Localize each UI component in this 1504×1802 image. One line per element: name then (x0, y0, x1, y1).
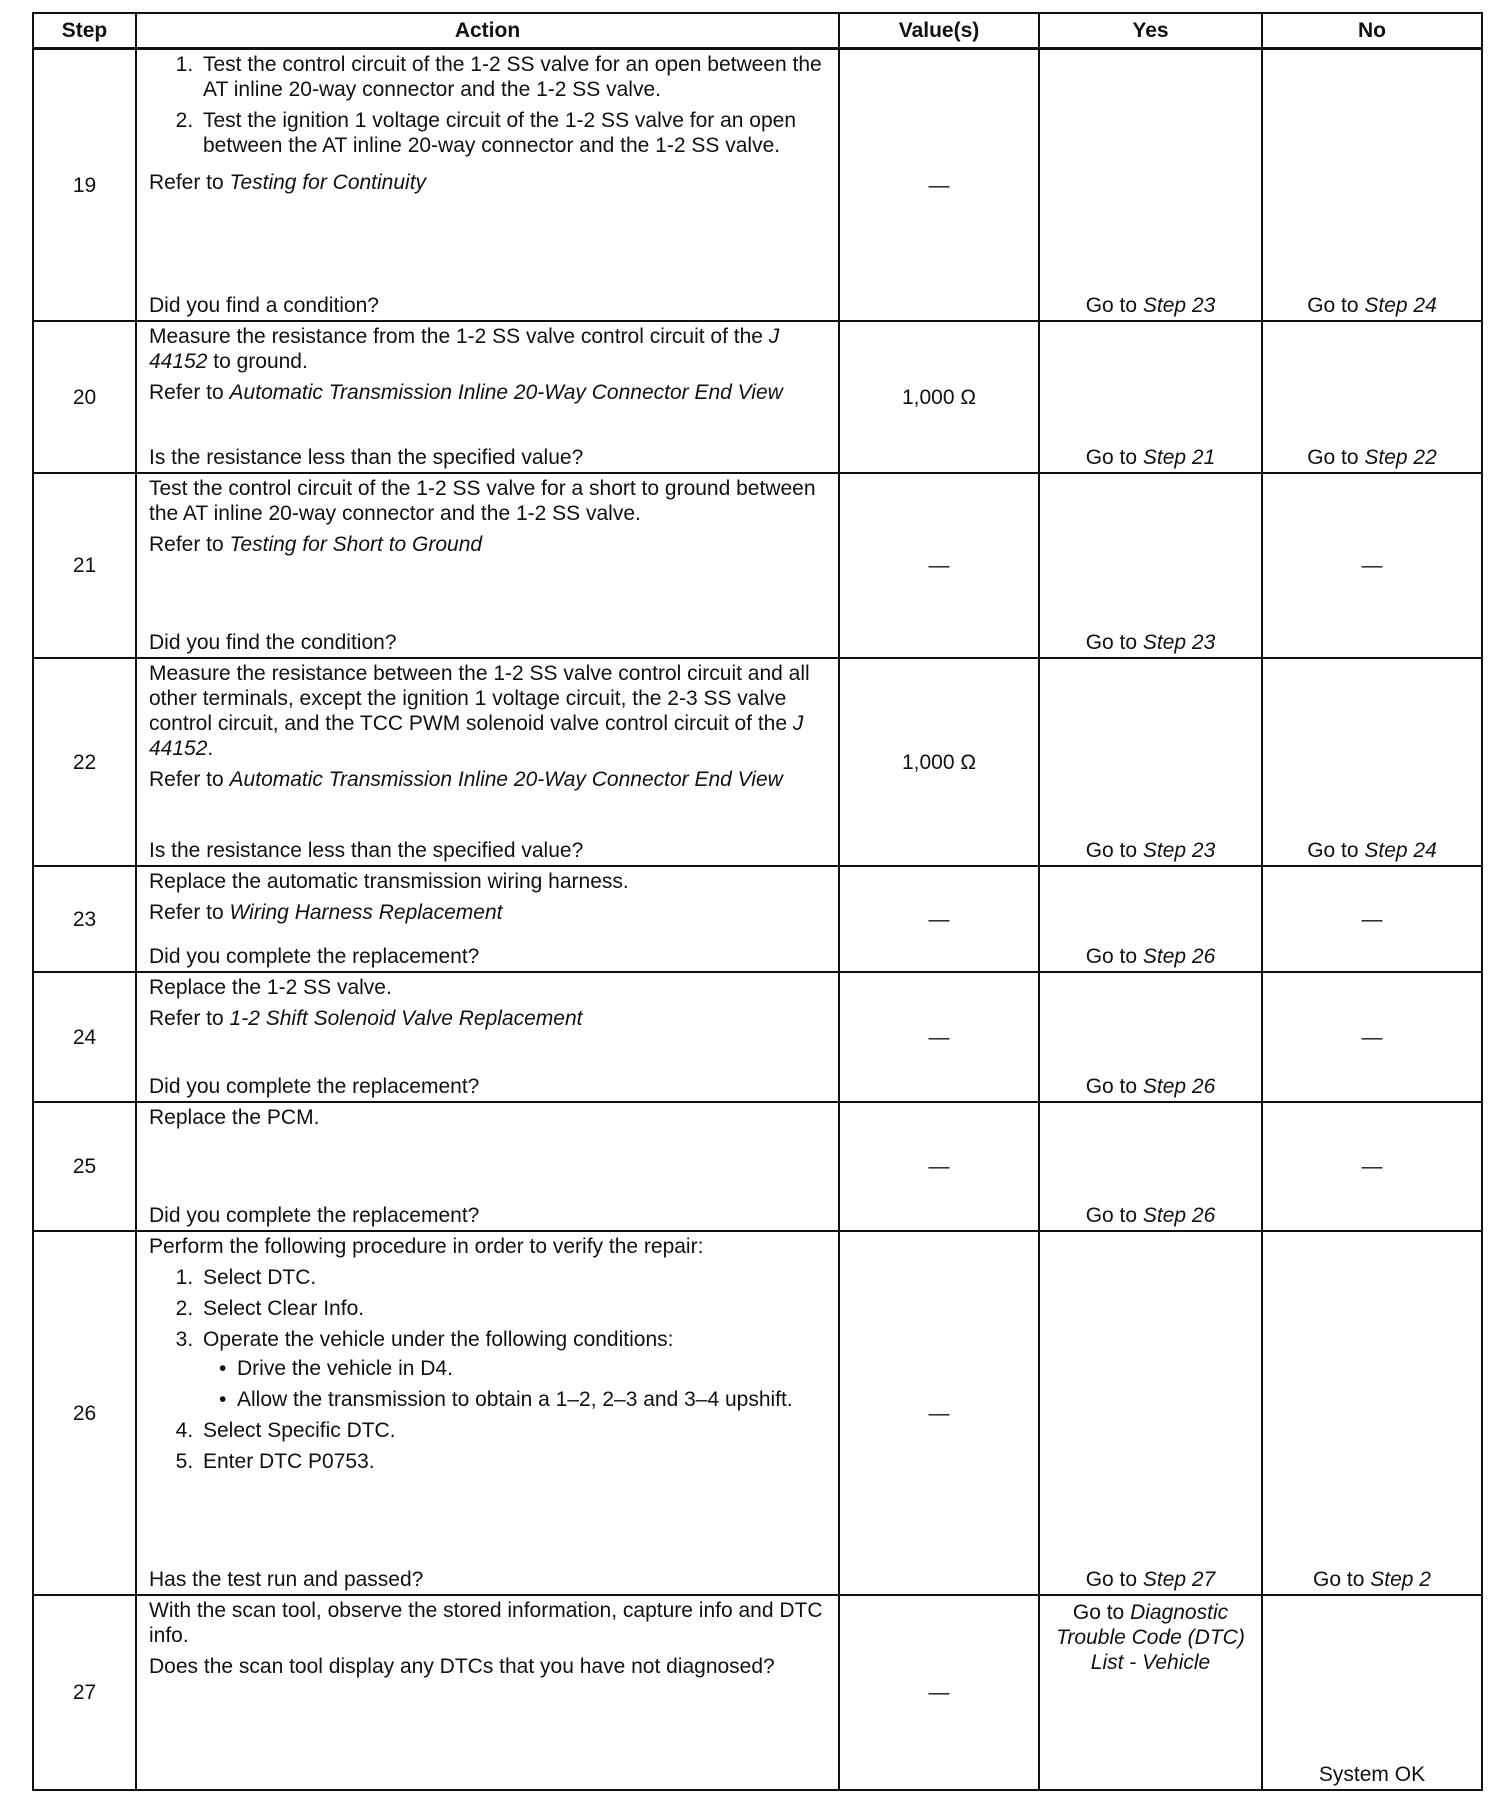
action-text: Replace the PCM. (149, 1106, 320, 1129)
action-text: . (207, 737, 214, 760)
bullet-item: • Drive the vehicle in D4. (233, 1356, 828, 1381)
action-cell (136, 49, 839, 322)
action-content (137, 1103, 838, 1230)
value-cell: — (839, 972, 1039, 1102)
action-text: Refer to (149, 171, 230, 194)
yes-text: Go to (1072, 1601, 1131, 1624)
no-link[interactable]: Step 22 (1364, 446, 1437, 469)
action-text: Did you find the condition? (149, 631, 397, 654)
no-cell (1262, 321, 1482, 473)
value-cell: — (839, 1102, 1039, 1231)
question (149, 838, 828, 863)
header-step: Step (33, 13, 136, 49)
question (149, 445, 828, 470)
action-text: Refer to (149, 768, 230, 791)
action-text: Is the resistance less than the specified value? (149, 446, 584, 469)
yes-text: Go to (1085, 839, 1143, 862)
no-cell (1262, 658, 1482, 866)
no-text: — (1361, 1025, 1383, 1049)
list-item: 1. Test the control circuit of the 1-2 SS valve for an open between the AT inline 20-way connector and the 1-2 SS valve. (199, 52, 828, 102)
action-link[interactable]: Testing for Continuity (229, 171, 427, 194)
action-text: Refer to (149, 901, 230, 924)
step-number: 20 (33, 321, 136, 473)
instruction (149, 661, 828, 761)
step-number: 27 (33, 1595, 136, 1790)
bullet-item: • Allow the transmission to obtain a 1–2, 2–3 and 3–4 upshift. (233, 1387, 828, 1412)
step-number: 21 (33, 473, 136, 658)
header-yes: Yes (1039, 13, 1262, 49)
header-action: Action (136, 13, 839, 49)
instruction (149, 476, 828, 526)
list-item (199, 1296, 828, 1321)
instruction (149, 380, 828, 405)
yes-link[interactable]: Step 27 (1142, 1568, 1216, 1591)
list-item: 2. Test the ignition 1 voltage circuit of the 1-2 SS valve for an open between the AT inline 20-way connector and the 1-2 SS valve. (199, 108, 828, 158)
question (149, 293, 828, 318)
yes-cell (1039, 972, 1262, 1102)
yes-link[interactable]: Step 26 (1142, 1204, 1216, 1227)
yes-link[interactable]: Diagnostic Trouble Code (DTC) List - Vehicle (1056, 1601, 1245, 1674)
yes-cell (1039, 1595, 1262, 1790)
no-cell (1262, 1595, 1482, 1790)
no-cell (1262, 972, 1482, 1102)
no-text: — (1361, 907, 1383, 931)
action-link[interactable]: Wiring Harness Replacement (229, 901, 503, 924)
step-number: 25 (33, 1102, 136, 1231)
action-link[interactable]: Automatic Transmission Inline 20-Way Connector End View (229, 768, 783, 791)
no-cell (1262, 1102, 1482, 1231)
instruction (149, 324, 828, 374)
instruction (149, 1105, 828, 1130)
no-text: System OK (1318, 1763, 1426, 1786)
action-text: to ground. (207, 350, 308, 373)
step-number: 22 (33, 658, 136, 866)
yes-link[interactable]: Step 26 (1142, 1075, 1216, 1098)
bullet-list (203, 1356, 828, 1412)
action-cell (136, 473, 839, 658)
question (149, 1567, 828, 1592)
action-content (137, 659, 838, 865)
yes-text: Go to (1085, 945, 1143, 968)
instruction (149, 1006, 828, 1031)
action-text: Has the test run and passed? (149, 1568, 424, 1591)
action-content (137, 1596, 838, 1789)
yes-text: Go to (1085, 631, 1143, 654)
instruction (149, 869, 828, 894)
list-item-text: Enter DTC P0753. (203, 1450, 375, 1473)
action-content (137, 474, 838, 657)
action-link[interactable]: Testing for Short to Ground (229, 533, 483, 556)
yes-link[interactable]: Step 23 (1142, 294, 1216, 317)
step-number: 19 (33, 49, 136, 322)
action-text: Measure the resistance between the 1-2 SS valve control circuit and all other terminals, except the ignition 1 voltage circuit, the 2-3 SS valve control circuit, and the TCC PWM solenoid valve control circuit of the (149, 662, 810, 735)
yes-text: Go to (1085, 1075, 1143, 1098)
instruction (149, 1598, 828, 1648)
action-text: Does the scan tool display any DTCs that you have not diagnosed? (149, 1655, 775, 1678)
table-row (33, 1595, 1482, 1790)
step-number: 26 (33, 1231, 136, 1595)
value-cell: 1,000 Ω (839, 658, 1039, 866)
action-text: Perform the following procedure in order to verify the repair: (149, 1235, 704, 1258)
no-text: — (1361, 1155, 1383, 1178)
list-item-text: Select DTC. (203, 1266, 317, 1289)
header-values: Value(s) (839, 13, 1039, 49)
action-text: Replace the 1-2 SS valve. (149, 976, 392, 999)
instruction (149, 532, 828, 557)
table-row (33, 866, 1482, 972)
value-cell: — (839, 49, 1039, 322)
table-row (33, 473, 1482, 658)
action-link[interactable]: Automatic Transmission Inline 20-Way Connector End View (229, 381, 783, 404)
table-row (33, 321, 1482, 473)
numbered-list (149, 52, 828, 164)
value-cell: — (839, 1231, 1039, 1595)
action-cell (136, 1231, 839, 1595)
no-cell (1262, 1231, 1482, 1595)
yes-text: Go to (1085, 1568, 1143, 1591)
yes-text: Go to (1085, 446, 1143, 469)
table-row (33, 972, 1482, 1102)
yes-link[interactable]: Step 23 (1142, 631, 1216, 654)
value-cell: 1,000 Ω (839, 321, 1039, 473)
no-text: Go to (1313, 1568, 1371, 1591)
yes-link[interactable]: Step 21 (1142, 446, 1216, 469)
list-item-text: Operate the vehicle under the following conditions: (203, 1328, 674, 1351)
yes-cell (1039, 321, 1262, 473)
action-text: Refer to (149, 1007, 230, 1030)
yes-cell (1039, 866, 1262, 972)
yes-cell (1039, 658, 1262, 866)
action-text: Refer to (149, 381, 230, 404)
no-cell (1262, 49, 1482, 322)
action-cell (136, 658, 839, 866)
yes-link[interactable]: Step 23 (1142, 839, 1216, 862)
action-text: Replace the automatic transmission wiring harness. (149, 870, 629, 893)
header-row (33, 13, 1482, 49)
no-link[interactable]: Step 24 (1364, 294, 1437, 317)
instruction (149, 1234, 828, 1259)
action-text: Measure the resistance from the 1-2 SS valve control circuit of the (149, 325, 769, 348)
list-item-text: Select Clear Info. (203, 1297, 365, 1320)
instruction (149, 170, 828, 195)
value-cell: — (839, 1595, 1039, 1790)
table-row (33, 1102, 1482, 1231)
action-content (137, 322, 838, 472)
action-content (137, 973, 838, 1101)
action-link[interactable]: J 44152 (149, 325, 780, 373)
no-cell (1262, 866, 1482, 972)
action-text: Is the resistance less than the specified value? (149, 839, 584, 862)
action-text: Refer to (149, 533, 230, 556)
numbered-list (149, 1265, 828, 1480)
table-row (33, 49, 1482, 322)
step-number: 23 (33, 866, 136, 972)
diagnostic-table (32, 12, 1483, 1791)
no-text: Go to (1307, 839, 1365, 862)
no-text: — (1361, 554, 1383, 577)
action-cell (136, 866, 839, 972)
yes-link[interactable]: Step 26 (1142, 945, 1216, 968)
no-text: Go to (1307, 446, 1365, 469)
question (149, 1074, 828, 1099)
instruction (149, 767, 828, 792)
question (149, 944, 828, 969)
action-text: With the scan tool, observe the stored information, capture info and DTC info. (149, 1599, 823, 1647)
question (149, 630, 828, 655)
action-link[interactable]: J 44152 (149, 712, 804, 760)
action-cell (136, 1595, 839, 1790)
instruction (149, 1654, 828, 1679)
no-link[interactable]: Step 2 (1370, 1568, 1431, 1591)
action-content (137, 867, 838, 971)
action-text: Test the control circuit of the 1-2 SS valve for a short to ground between the AT inline 20-way connector and the 1-2 SS valve. (149, 477, 816, 525)
list-item (199, 1449, 828, 1474)
yes-cell (1039, 1102, 1262, 1231)
value-cell: — (839, 473, 1039, 658)
list-item (199, 1265, 828, 1290)
table-row (33, 1231, 1482, 1595)
action-cell (136, 972, 839, 1102)
yes-cell (1039, 49, 1262, 322)
instruction (149, 900, 828, 925)
action-text: Did you find a condition? (149, 294, 379, 317)
question (149, 1203, 828, 1228)
yes-text: Go to (1085, 294, 1143, 317)
list-item-text: Select Specific DTC. (203, 1419, 396, 1442)
action-content (137, 1232, 838, 1594)
no-text: Go to (1307, 294, 1365, 317)
no-link[interactable]: Step 24 (1364, 839, 1437, 862)
action-text: Did you complete the replacement? (149, 1075, 480, 1098)
action-content (137, 50, 838, 320)
list-item (199, 1327, 828, 1412)
no-cell (1262, 473, 1482, 658)
action-link[interactable]: 1-2 Shift Solenoid Valve Replacement (229, 1007, 583, 1030)
yes-cell (1039, 473, 1262, 658)
step-number: 24 (33, 972, 136, 1102)
yes-cell (1039, 1231, 1262, 1595)
header-no: No (1262, 13, 1482, 49)
action-text: Did you complete the replacement? (149, 945, 480, 968)
yes-text: Go to (1085, 1204, 1143, 1227)
table-row (33, 658, 1482, 866)
value-cell: — (839, 866, 1039, 972)
action-text: Did you complete the replacement? (149, 1204, 480, 1227)
instruction (149, 975, 828, 1000)
list-item (199, 1418, 828, 1443)
action-cell (136, 1102, 839, 1231)
action-cell (136, 321, 839, 473)
